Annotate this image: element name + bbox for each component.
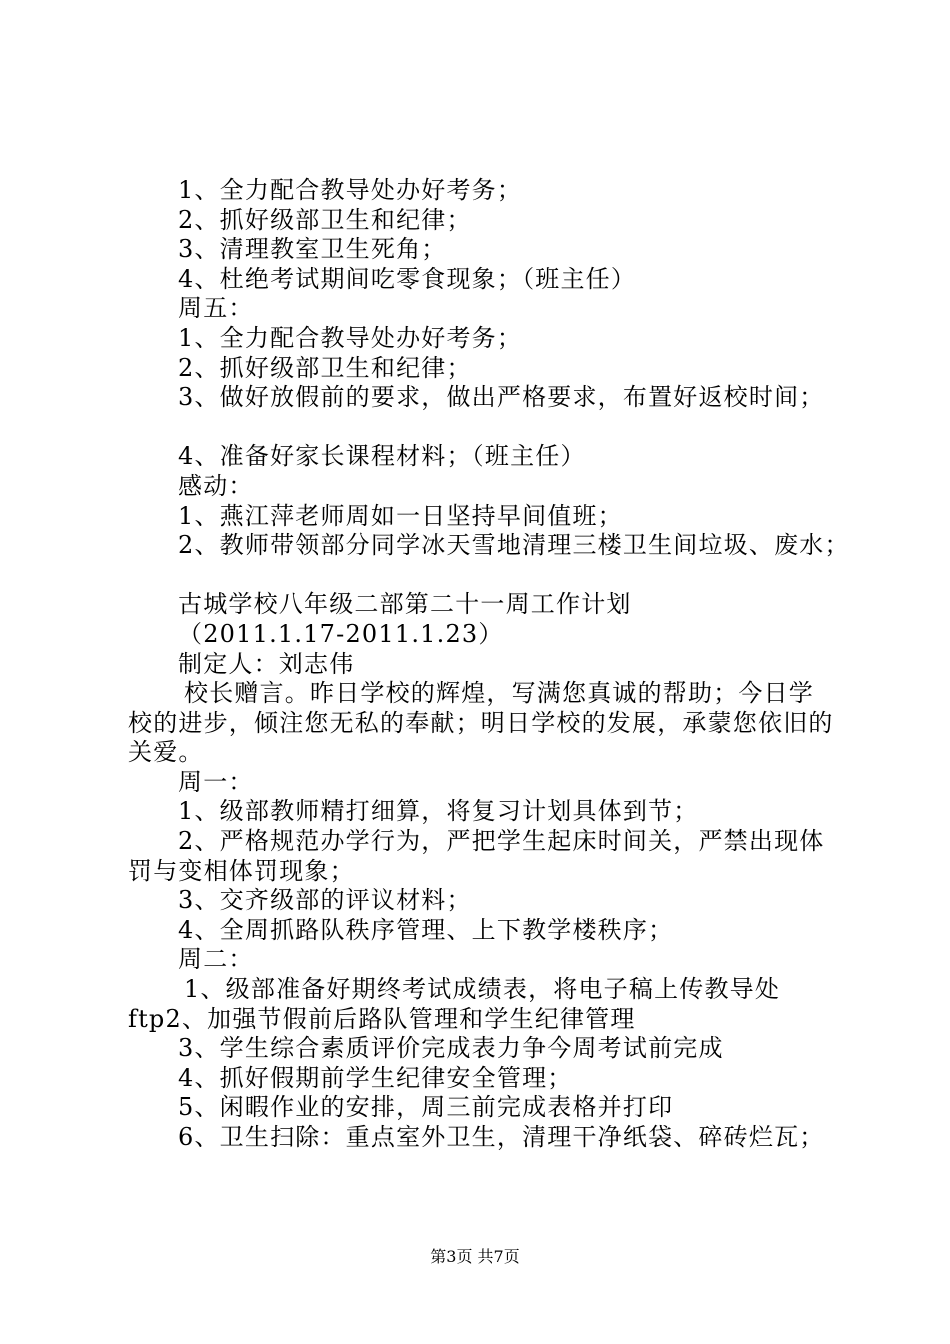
page-footer: 第3页 共7页: [430, 1247, 520, 1266]
list-item: 4、抓好假期前学生纪律安全管理；: [178, 1063, 573, 1092]
text-line: 2、抓好级部卫生和纪律；: [178, 205, 472, 234]
text-line: 1、全力配合教导处办好考务；: [178, 323, 523, 352]
text-line: 3、做好放假前的要求，做出严格要求，布置好返校时间；: [178, 383, 825, 412]
list-item: 5、闲暇作业的安排，周三前完成表格并打印: [178, 1093, 674, 1122]
list-item: 6、卫生扫除：重点室外卫生，清理干净纸袋、碎砖烂瓦；: [178, 1123, 825, 1151]
text-line: 3、清理教室卫生死角；: [178, 235, 447, 264]
text-line: 4、准备好家长课程材料；（班主任）: [178, 442, 586, 471]
section-heading-monday: 周一：: [178, 767, 254, 796]
plan-author: 制定人：刘志伟: [178, 649, 355, 678]
text-line: 1、全力配合教导处办好考务；: [178, 176, 523, 204]
spacer: [128, 413, 838, 443]
list-item: 3、学生综合素质评价完成表力争今周考试前完成: [178, 1034, 724, 1063]
document-body: [128, 176, 850, 1153]
section-heading-friday: 周五：: [178, 294, 254, 323]
list-item: 1、级部教师精打细算，将复习计划具体到节；: [178, 797, 699, 826]
text-line: 4、杜绝考试期间吃零食现象；（班主任）: [178, 264, 637, 293]
section-heading-touching: 感动：: [178, 471, 254, 500]
plan-title: 古城学校八年级二部第二十一周工作计划: [178, 590, 632, 619]
spacer: [128, 561, 838, 591]
list-item: 1、级部准备好期终考试成绩表，将电子稿上传教导处ftp2、加强节假前后路队管理和学生纪律管理: [128, 975, 781, 1033]
principal-motto: 校长赠言。昨日学校的辉煌，写满您真诚的帮助；今日学校的进步，倾注您无私的奉献；明日学校的发展，承蒙您依旧的关爱。: [128, 679, 834, 767]
text-line: 2、教师带领部分同学冰天雪地清理三楼卫生间垃圾、废水；: [178, 531, 850, 560]
text-line: 2、抓好级部卫生和纪律；: [178, 353, 472, 382]
section-heading-tuesday: 周二：: [178, 945, 254, 974]
plan-date-range: （2011.1.17-2011.1.23）: [178, 619, 504, 648]
list-item: 3、交齐级部的评议材料；: [178, 886, 472, 915]
list-item: 2、严格规范办学行为，严把学生起床时间关，严禁出现体罚与变相体罚现象；: [128, 827, 825, 885]
text-line: 1、燕江萍老师周如一日坚持早间值班；: [178, 501, 623, 530]
list-item: 4、全周抓路队秩序管理、上下教学楼秩序；: [178, 915, 674, 944]
